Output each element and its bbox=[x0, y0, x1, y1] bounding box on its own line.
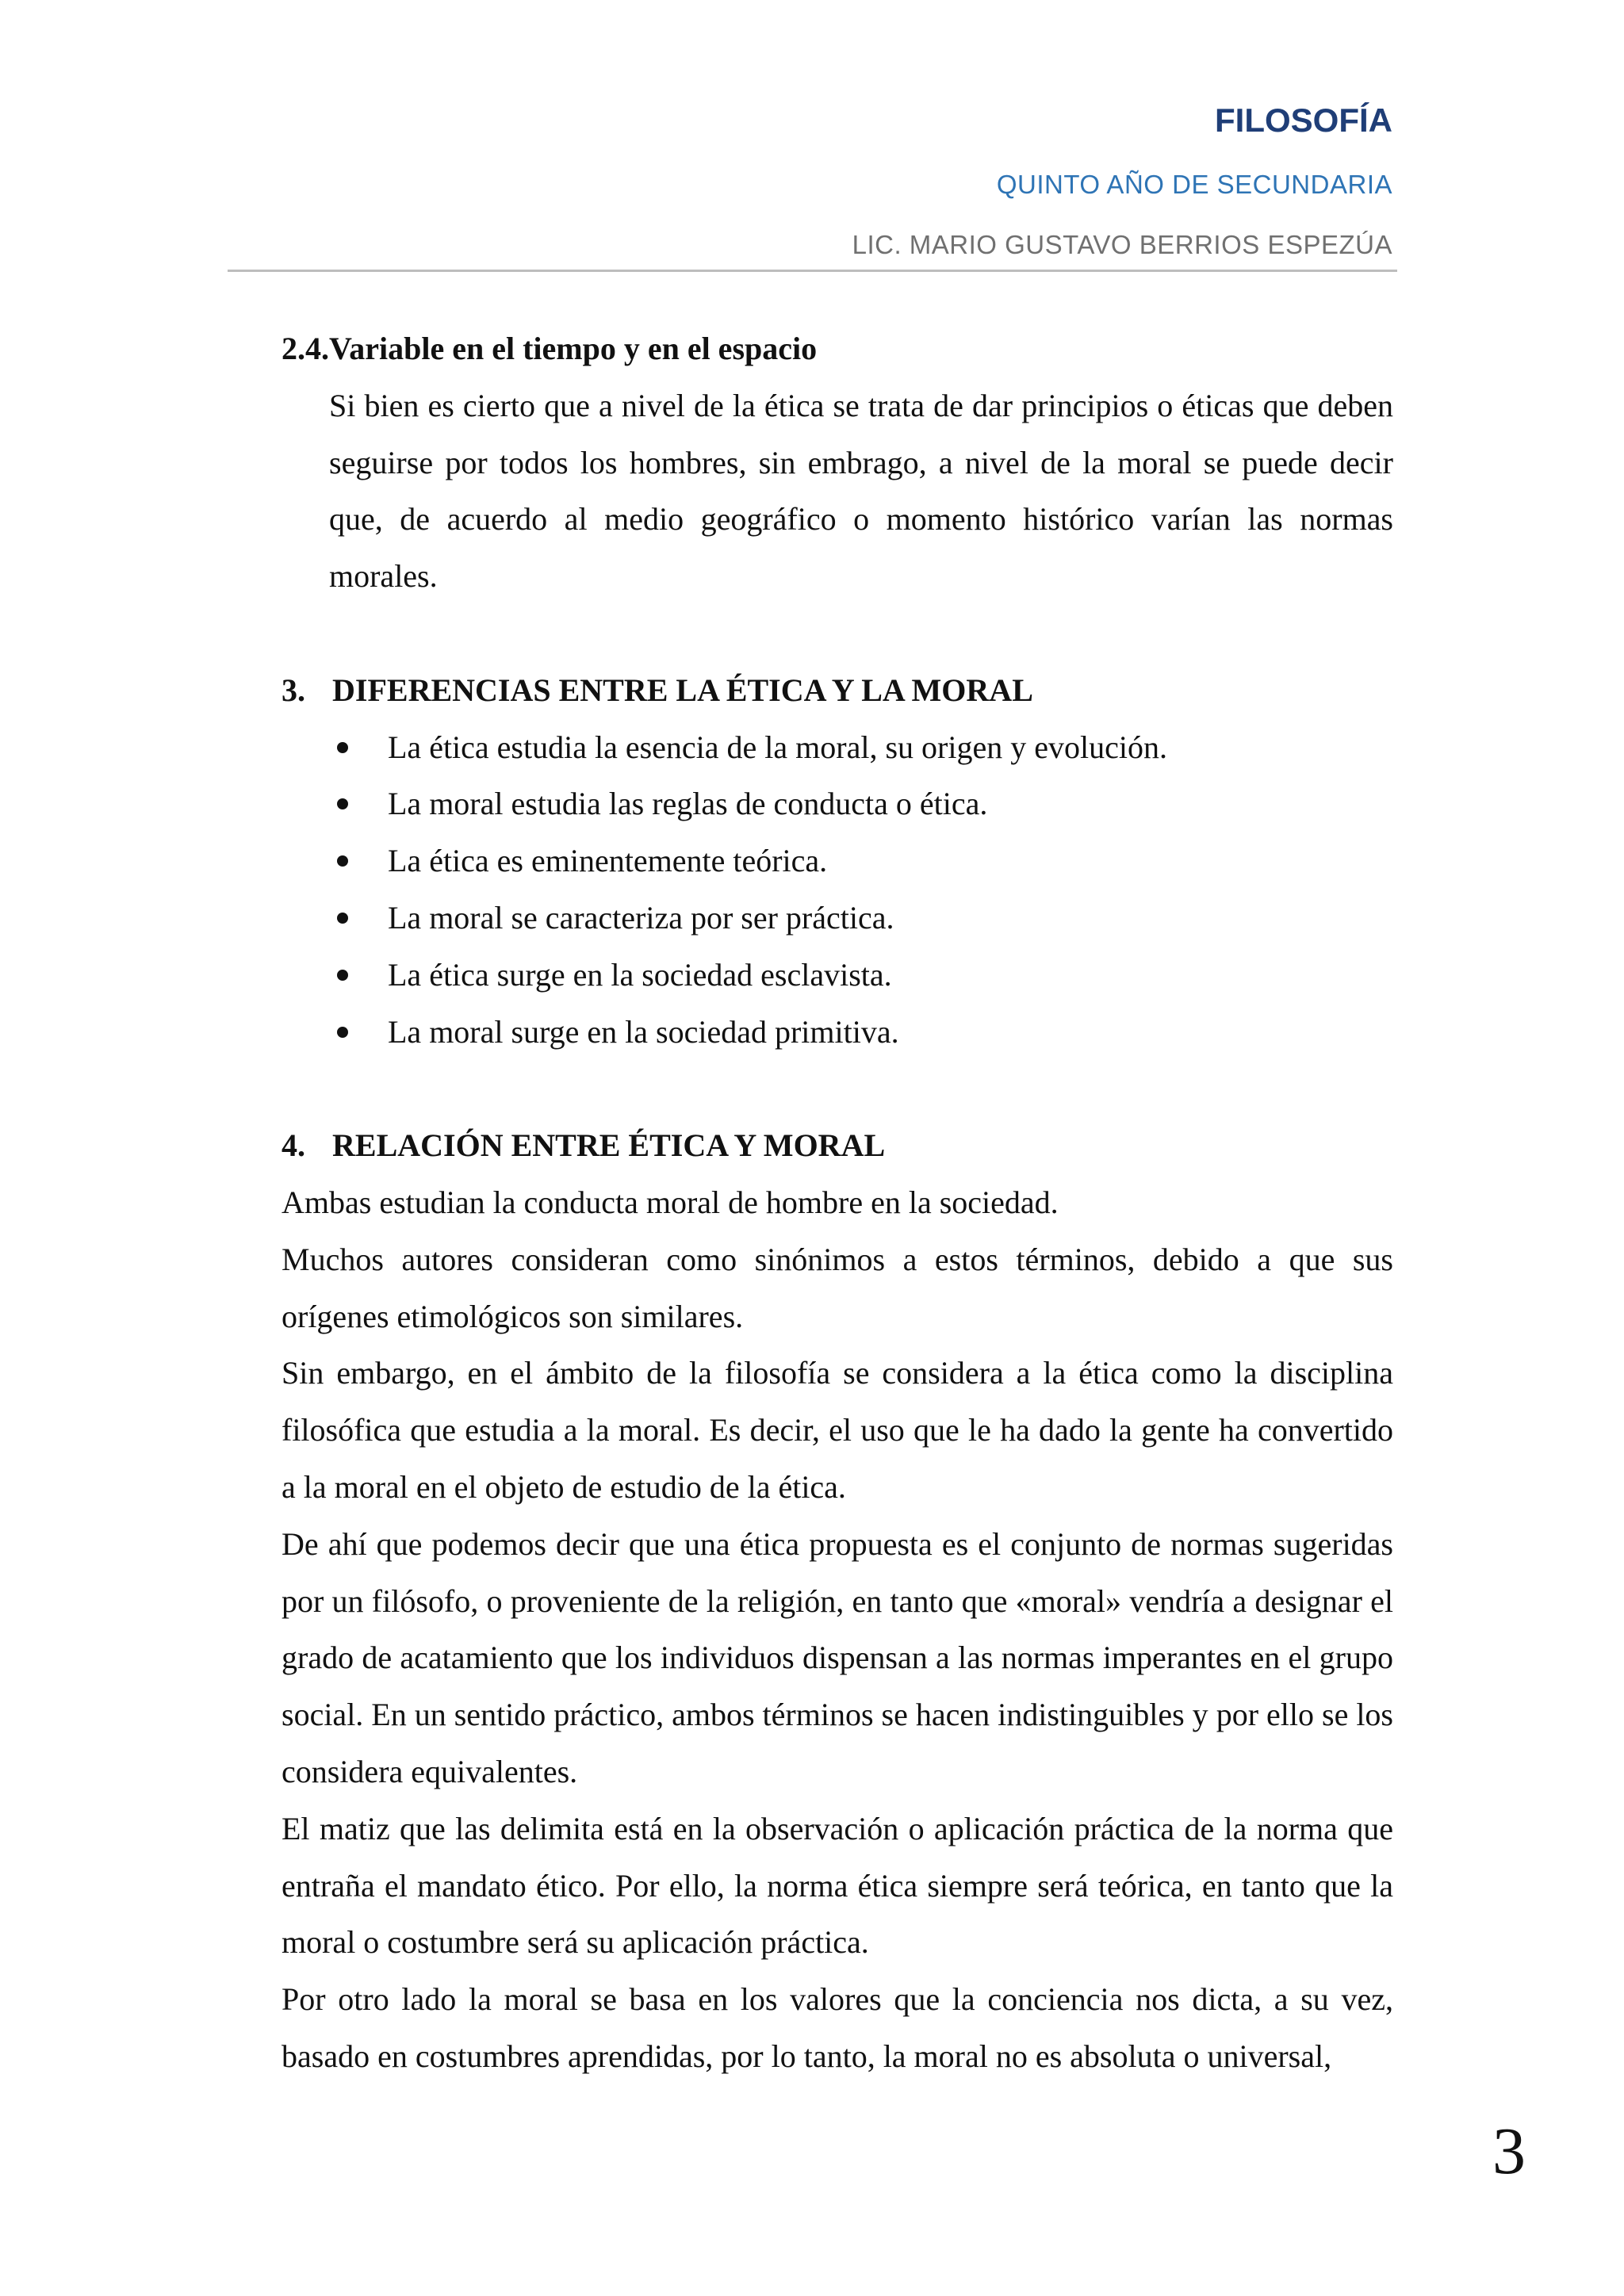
bullet-icon bbox=[337, 798, 348, 809]
list-item bbox=[329, 775, 1393, 832]
list-item-text: La ética estudia la esencia de la moral, su origen y evolución. bbox=[388, 729, 1167, 765]
bullet-icon bbox=[337, 1027, 348, 1038]
header-author: LIC. MARIO GUSTAVO BERRIOS ESPEZÚA bbox=[852, 230, 1392, 259]
paragraph: De ahí que podemos decir que una ética propuesta es el conjunto de normas sugeridas por un filósofo, o proveniente de la religión, en tanto que «moral» vendría a designar el grado de acatamiento que los individuos dispensan a las normas imperantes en el grupo social. En un sentido práctico, ambos términos se hacen indistinguibles y por ello se los considera equivalentes. bbox=[282, 1525, 1393, 1789]
list-item bbox=[329, 832, 1393, 890]
paragraph: Ambas estudian la conducta moral de hombre en la sociedad. bbox=[282, 1184, 1059, 1220]
paragraph: Por otro lado la moral se basa en los valores que la conciencia nos dicta, a su vez, basado en costumbres aprendidas, por lo tanto, la moral no es absoluta o universal, bbox=[282, 1981, 1393, 2074]
section-number: 4. bbox=[282, 1127, 305, 1164]
bullet-icon bbox=[337, 742, 348, 753]
header-subject: FILOSOFÍA bbox=[1215, 101, 1392, 139]
list-item bbox=[329, 890, 1393, 947]
section-title: RELACIÓN ENTRE ÉTICA Y MORAL bbox=[332, 1127, 886, 1164]
paragraph: El matiz que las delimita está en la observación o aplicación práctica de la norma que entraña el mandato ético. Por ello, la norma ética siempre será teórica, en tanto que la moral o costumbre será su aplicación práctica. bbox=[282, 1810, 1393, 1961]
list-item-text: La moral estudia las reglas de conducta o ética. bbox=[388, 786, 988, 822]
paragraph: Muchos autores consideran como sinónimos a estos términos, debido a que sus orígenes etimológicos son similares. bbox=[282, 1241, 1393, 1334]
list-item-text: La moral se caracteriza por ser práctica. bbox=[388, 899, 894, 936]
section-4-heading bbox=[282, 1117, 1393, 1174]
spacer bbox=[282, 1060, 1393, 1117]
list-item-text: La moral surge en la sociedad primitiva. bbox=[388, 1013, 899, 1050]
bullet-icon bbox=[337, 855, 348, 867]
header-grade: QUINTO AÑO DE SECUNDARIA bbox=[996, 170, 1392, 199]
section-number: 3. bbox=[282, 672, 305, 708]
subsection-heading: 2.4.Variable en el tiempo y en el espacio bbox=[282, 331, 818, 366]
bullet-icon bbox=[337, 913, 348, 924]
differences-list bbox=[282, 719, 1393, 1061]
list-item bbox=[329, 1004, 1393, 1061]
section-3-heading bbox=[282, 662, 1393, 719]
subsection-body: Si bien es cierto que a nivel de la ética se trata de dar principios o éticas que deben seguirse por todos los hombres, sin embrago, a nivel de la moral se puede decir que, de acuerdo al medio geográfico o momento histórico varían las normas morales. bbox=[329, 387, 1393, 595]
page-content bbox=[282, 320, 1393, 2085]
page-number: 3 bbox=[1492, 2114, 1526, 2188]
bullet-icon bbox=[337, 970, 348, 981]
list-item bbox=[329, 719, 1393, 776]
spacer bbox=[282, 605, 1393, 662]
list-item-text: La ética es eminentemente teórica. bbox=[388, 843, 828, 879]
header-divider bbox=[228, 270, 1397, 272]
list-item bbox=[329, 947, 1393, 1004]
section-title: DIFERENCIAS ENTRE LA ÉTICA Y LA MORAL bbox=[332, 672, 1033, 708]
list-item-text: La ética surge en la sociedad esclavista. bbox=[388, 956, 892, 993]
paragraph: Sin embargo, en el ámbito de la filosofía se considera a la ética como la disciplina filosófica que estudia a la moral. Es decir, el uso que le ha dado la gente ha convertido a la moral en el objeto de estudio de la ética. bbox=[282, 1355, 1393, 1505]
